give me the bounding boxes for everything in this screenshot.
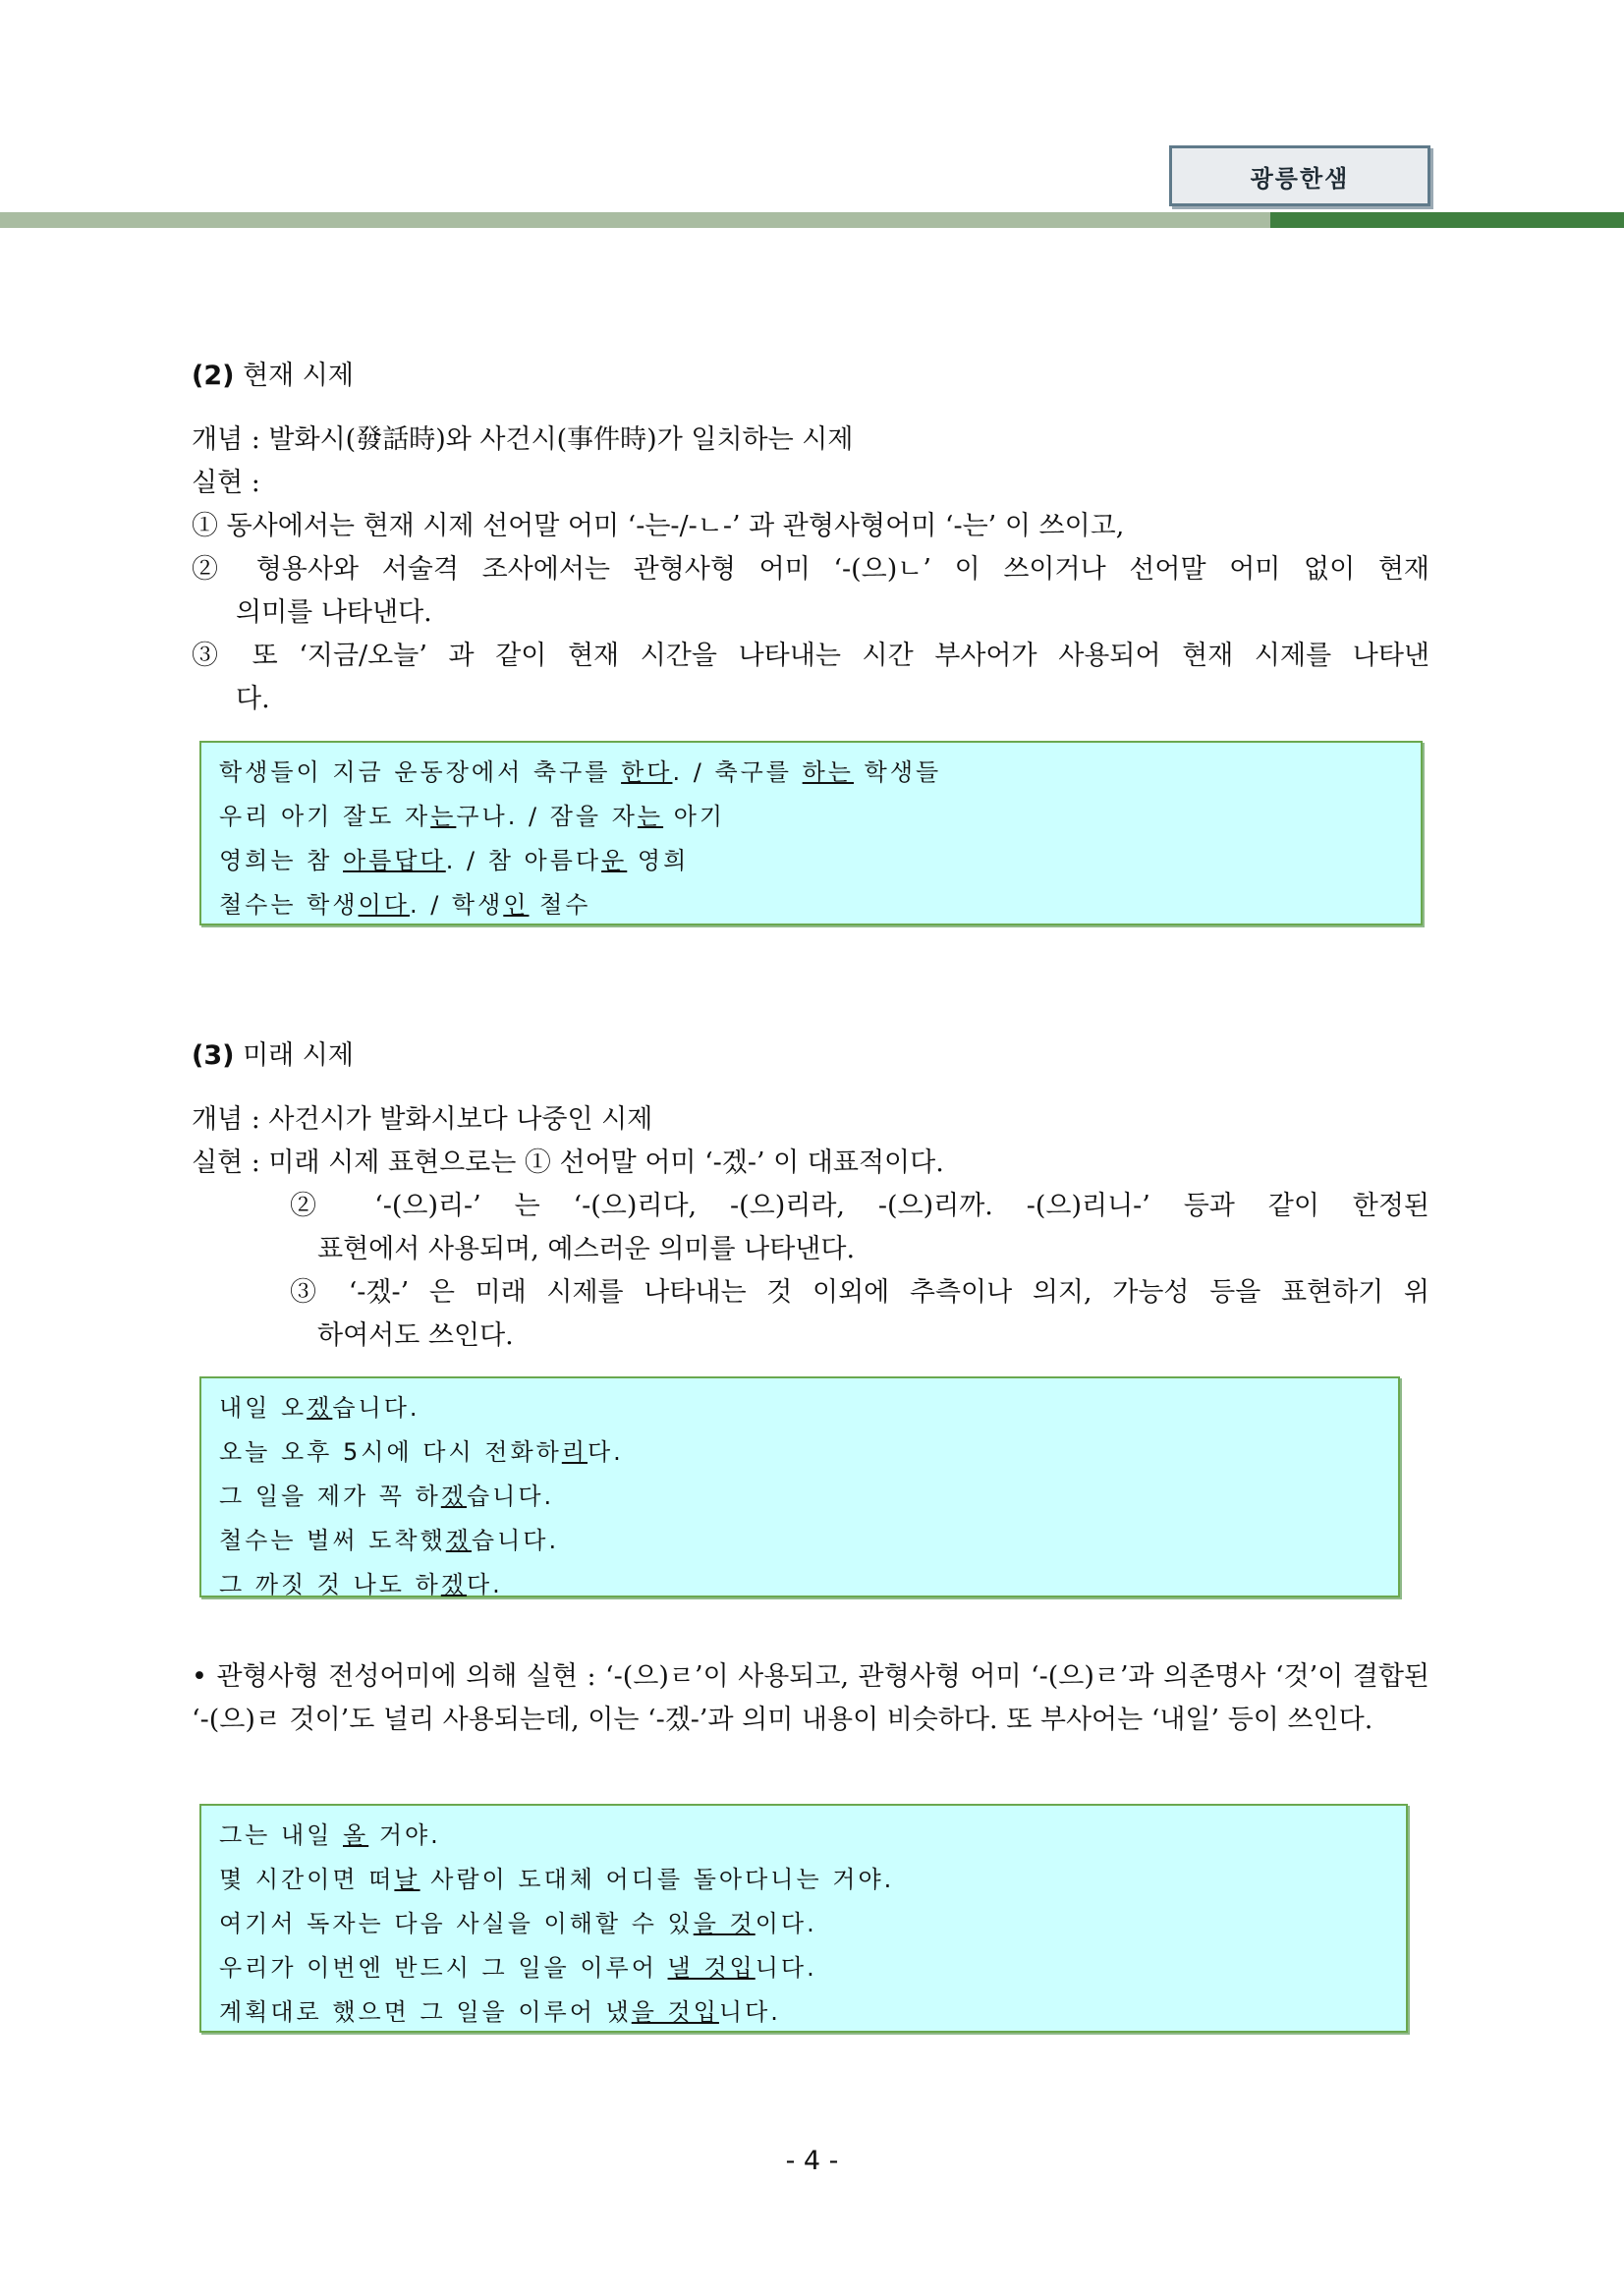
example-line: 내일 오겠습니다. bbox=[219, 1394, 420, 1422]
section-title: 미래 시제 bbox=[243, 1040, 354, 1071]
section-heading-present bbox=[192, 354, 354, 392]
present-item-2a: ② 형용사와 서술격 조사에서는 관형사형 어미 ‘-(으)ㄴ’ 이 쓰이거나 선어말 어미 없이 현재 bbox=[192, 554, 1429, 585]
header-badge-label: 광릉한샘 bbox=[1250, 164, 1350, 193]
section-heading-future bbox=[192, 1034, 354, 1072]
example-line: 계획대로 했으면 그 일을 이루어 냈을 것입니다. bbox=[219, 1998, 781, 2026]
example-line: 그 까짓 것 나도 하겠다. bbox=[219, 1571, 503, 1598]
header-band-dark bbox=[1270, 212, 1624, 228]
example-line: 학생들이 지금 운동장에서 축구를 한다. / 축구를 하는 학생들 bbox=[219, 758, 942, 786]
page-number: - 4 - bbox=[785, 2146, 839, 2176]
present-concept: 개념 : 발화시(發話時)와 사건시(事件時)가 일치하는 시제 bbox=[192, 424, 854, 455]
future-item-2a: ② ‘-(으)리-’ 는 ‘-(으)리다, -(으)리라, -(으)리까. -(으)리니-’ 등과 같이 한정된 bbox=[290, 1191, 1429, 1221]
adnominal-paragraph bbox=[192, 1655, 1429, 1742]
example-line: 철수는 학생이다. / 학생인 철수 bbox=[219, 891, 591, 919]
present-item-3b: 다. bbox=[236, 684, 270, 714]
future-item-2b: 표현에서 사용되며, 예스러운 의미를 나타낸다. bbox=[317, 1234, 856, 1264]
example-line: 우리 아기 잘도 자는구나. / 잠을 자는 아기 bbox=[219, 803, 726, 830]
example-line: 그는 내일 올 거야. bbox=[219, 1821, 441, 1849]
future-example-box bbox=[199, 1376, 1400, 1597]
bullet-icon: • bbox=[192, 1661, 207, 1692]
example-line: 영희는 참 아름답다. / 참 아름다운 영희 bbox=[219, 847, 690, 874]
header-badge bbox=[1169, 145, 1430, 206]
present-item-2b: 의미를 나타낸다. bbox=[236, 597, 432, 628]
adnominal-text: 관형사형 전성어미에 의해 실현 : ‘-(으)ㄹ’이 사용되고, 관형사형 어미 ‘-(으)ㄹ’과 의존명사 ‘것’이 결합된 ‘-(으)ㄹ 것이’도 널리 사용되는데, 이는 ‘-겠-’과 의미 내용이 비슷하다. 또 부사어는 ‘내일’ 등이 쓰인다. bbox=[192, 1661, 1429, 1735]
section-number: (2) bbox=[192, 361, 235, 391]
present-example-box bbox=[199, 741, 1423, 925]
header-band-light bbox=[0, 212, 1270, 228]
example-line: 여기서 독자는 다음 사실을 이해할 수 있을 것이다. bbox=[219, 1910, 817, 1937]
example-line: 철수는 벌써 도착했겠습니다. bbox=[219, 1527, 560, 1554]
example-line: 오늘 오후 5시에 다시 전화하리다. bbox=[219, 1438, 624, 1466]
present-item-1: ① 동사에서는 현재 시제 선어말 어미 ‘-는-/-ㄴ-’ 과 관형사형어미 ‘-는’ 이 쓰이고, bbox=[192, 511, 1125, 541]
future-concept: 개념 : 사건시가 발화시보다 나중인 시제 bbox=[192, 1104, 653, 1135]
section-title: 현재 시제 bbox=[243, 361, 354, 391]
adnominal-example-box bbox=[199, 1804, 1408, 2033]
future-realize: 실현 : 미래 시제 표현으로는 ① 선어말 어미 ‘-겠-’ 이 대표적이다. bbox=[192, 1148, 944, 1178]
present-realize: 실현 : bbox=[192, 468, 260, 498]
example-line: 그 일을 제가 꼭 하겠습니다. bbox=[219, 1483, 555, 1510]
example-line: 몇 시간이면 떠날 사람이 도대체 어디를 돌아다니는 거야. bbox=[219, 1866, 895, 1893]
future-item-3b: 하여서도 쓰인다. bbox=[317, 1320, 514, 1351]
future-item-3a: ③ ‘-겠-’ 은 미래 시제를 나타내는 것 이외에 추측이나 의지, 가능성 등을 표현하기 위 bbox=[290, 1277, 1429, 1308]
present-item-3a: ③ 또 ‘지금/오늘’ 과 같이 현재 시간을 나타내는 시간 부사어가 사용되어 현재 시제를 나타낸 bbox=[192, 641, 1429, 671]
example-line: 우리가 이번엔 반드시 그 일을 이루어 낼 것입니다. bbox=[219, 1954, 817, 1982]
section-number: (3) bbox=[192, 1040, 235, 1071]
